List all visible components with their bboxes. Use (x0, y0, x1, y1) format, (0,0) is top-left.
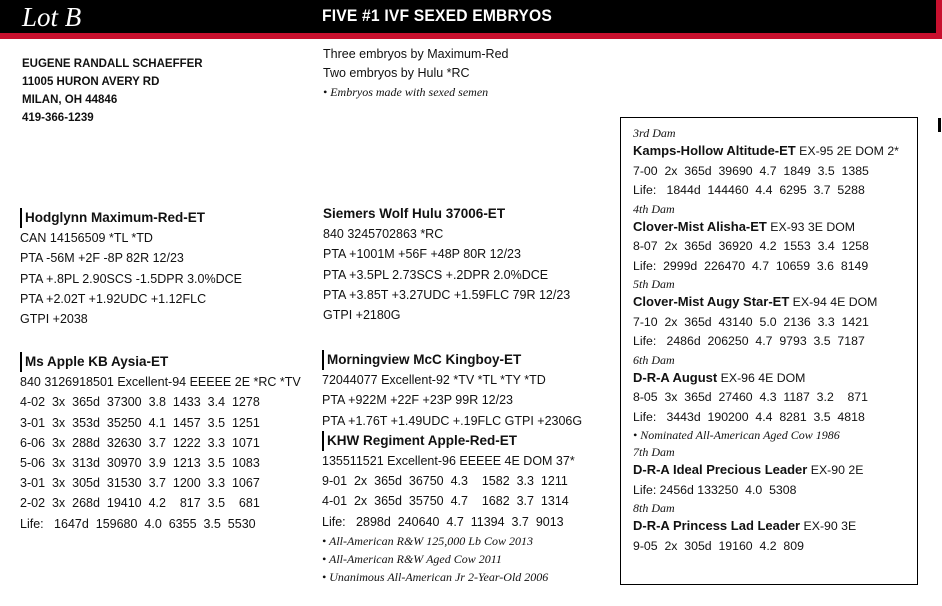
pedigree-7th-dam (633, 444, 917, 500)
award-note: • All-American R&W 125,000 Lb Cow 2013 (322, 533, 533, 548)
sire-pta: PTA +922M +22F +23P 99R 12/23 (322, 393, 513, 408)
header-bar (0, 0, 942, 39)
dam-name: Clover-Mist Alisha-ET (633, 218, 767, 234)
sire-pta: PTA +3.5PL 2.73SCS +.2DPR 2.0%DCE (323, 267, 549, 282)
record-row: 7-00 2x 365d 39690 4.7 1849 3.5 1385 (633, 163, 869, 178)
dam-reg: 135511521 Excellent-96 EEEEE 4E DOM 37* (322, 454, 575, 469)
sire-reg: CAN 14156509 *TL *TD (20, 231, 153, 246)
record-row: 5-06 3x 313d 30970 3.9 1213 3.5 1083 (20, 456, 260, 471)
pedigree-8th-dam (633, 500, 917, 556)
embryo-description (323, 45, 508, 102)
record-row: Life: 2898d 240640 4.7 11394 3.7 9013 (322, 514, 564, 529)
pedigree-3rd-dam (633, 125, 917, 201)
dam-name: KHW Regiment Apple-Red-ET (322, 431, 582, 451)
sire-pta: PTA -56M +2F -8P 82R 12/23 (20, 251, 184, 266)
dam-detail: EX-94 4E DOM (789, 295, 878, 309)
sire-gtpi: GTPI +2038 (20, 312, 88, 327)
award-note: • Nominated All-American Aged Cow 1986 (633, 428, 840, 442)
sire-maximum-red (20, 208, 242, 329)
header-title: FIVE #1 IVF SEXED EMBRYOS (322, 6, 552, 25)
sire-hulu (323, 204, 570, 325)
record-row: 9-05 2x 305d 19160 4.2 809 (633, 538, 804, 553)
dam-reg: 840 3126918501 Excellent-94 EEEEE 2E *RC *TV (20, 375, 301, 390)
sire-name: Hodglynn Maximum-Red-ET (20, 208, 242, 228)
dam-label: 6th Dam (633, 352, 675, 367)
record-row: 7-10 2x 365d 43140 5.0 2136 3.3 1421 (633, 314, 869, 329)
dam-name: D-R-A Princess Lad Leader (633, 518, 801, 533)
dam-detail: EX-96 4E DOM (717, 370, 806, 385)
record-row: 3-01 3x 353d 35250 4.1 1457 3.5 1251 (20, 415, 260, 430)
award-note: • Unanimous All-American Jr 2-Year-Old 2006 (322, 569, 549, 584)
pedigree-4th-dam (633, 201, 917, 277)
sire-pta: PTA +3.85T +3.27UDC +1.59FLC 79R 12/23 (323, 287, 571, 302)
award-note: • All-American R&W Aged Cow 2011 (322, 551, 502, 566)
dam-apple-aysia (20, 352, 301, 534)
record-row: 3-01 3x 305d 31530 3.7 1200 3.3 1067 (20, 476, 260, 491)
sire-pta: PTA +1.76T +1.49UDC +.19FLC GTPI +2306G (322, 413, 583, 428)
dam-label: 7th Dam (633, 445, 675, 459)
record-row: 2-02 3x 268d 19410 4.2 817 3.5 681 (20, 496, 260, 511)
dam-name: Ms Apple KB Aysia-ET (20, 352, 301, 372)
dam-label: 4th Dam (633, 201, 675, 216)
record-row: 8-07 2x 365d 36920 4.2 1553 3.4 1258 (633, 239, 869, 253)
sire-kingboy (322, 350, 582, 586)
record-row: Life: 1844d 144460 4.4 6295 3.7 5288 (633, 183, 865, 197)
record-row: Life: 1647d 159680 4.0 6355 3.5 5530 (20, 516, 256, 531)
owner-info (22, 55, 203, 127)
record-row: 6-06 3x 288d 32630 3.7 1222 3.3 1071 (20, 435, 260, 450)
owner-city: MILAN, OH 44846 (22, 94, 118, 106)
dam-label: 5th Dam (633, 277, 675, 291)
dam-label: 8th Dam (633, 501, 675, 515)
edge-marker (938, 118, 941, 132)
dam-detail: EX-93 3E DOM (766, 219, 856, 234)
dam-name: D-R-A Ideal Precious Leader (633, 462, 808, 477)
dam-name: Kamps-Hollow Altitude-ET (633, 143, 796, 158)
sire-gtpi: GTPI +2180G (323, 308, 401, 323)
dam-detail: EX-90 3E (800, 519, 857, 533)
dam-detail: EX-90 2E (807, 463, 864, 477)
sire-reg: 840 3245702863 *RC (323, 227, 444, 242)
lot-title: Lot B (22, 2, 82, 32)
dam-label: 3rd Dam (633, 126, 676, 140)
pedigree-6th-dam (633, 352, 917, 445)
owner-address: 11005 HURON AVERY RD (22, 76, 160, 88)
sire-name: Siemers Wolf Hulu 37006-ET (323, 206, 506, 221)
embryo-note: • Embryos made with sexed semen (323, 85, 489, 99)
owner-name: EUGENE RANDALL SCHAEFFER (22, 58, 203, 70)
record-row: 8-05 3x 365d 27460 4.3 1187 3.2 871 (633, 390, 868, 404)
owner-phone: 419-366-1239 (22, 112, 94, 124)
sire-pta: PTA +2.02T +1.92UDC +1.12FLC (20, 291, 207, 306)
record-row: Life: 2456d 133250 4.0 5308 (633, 482, 797, 497)
record-row: 4-02 3x 365d 37300 3.8 1433 3.4 1278 (20, 395, 260, 410)
record-row: Life: 2486d 206250 4.7 9793 3.5 7187 (633, 334, 865, 348)
sire-name: Morningview McC Kingboy-ET (322, 350, 582, 370)
embryo-line: Two embryos by Hulu *RC (323, 66, 470, 80)
pedigree-box (620, 117, 918, 585)
dam-name: Clover-Mist Augy Star-ET (633, 294, 790, 309)
dam-detail: EX-95 2E DOM 2* (795, 144, 899, 158)
sire-pta: PTA +.8PL 2.90SCS -1.5DPR 3.0%DCE (20, 271, 242, 286)
embryo-line: Three embryos by Maximum-Red (323, 47, 509, 61)
record-row: Life: 3443d 190200 4.4 8281 3.5 4818 (633, 409, 865, 424)
sire-pta: PTA +1001M +56F +48P 80R 12/23 (323, 247, 521, 262)
record-row: 9-01 2x 365d 36750 4.3 1582 3.3 1211 (322, 474, 568, 489)
record-row: 4-01 2x 365d 35750 4.7 1682 3.7 1314 (322, 494, 569, 509)
sire-reg: 72044077 Excellent-92 *TV *TL *TY *TD (322, 373, 546, 388)
dam-name: D-R-A August (633, 369, 718, 385)
pedigree-5th-dam (633, 276, 917, 352)
record-row: Life: 2999d 226470 4.7 10659 3.6 8149 (633, 258, 869, 273)
